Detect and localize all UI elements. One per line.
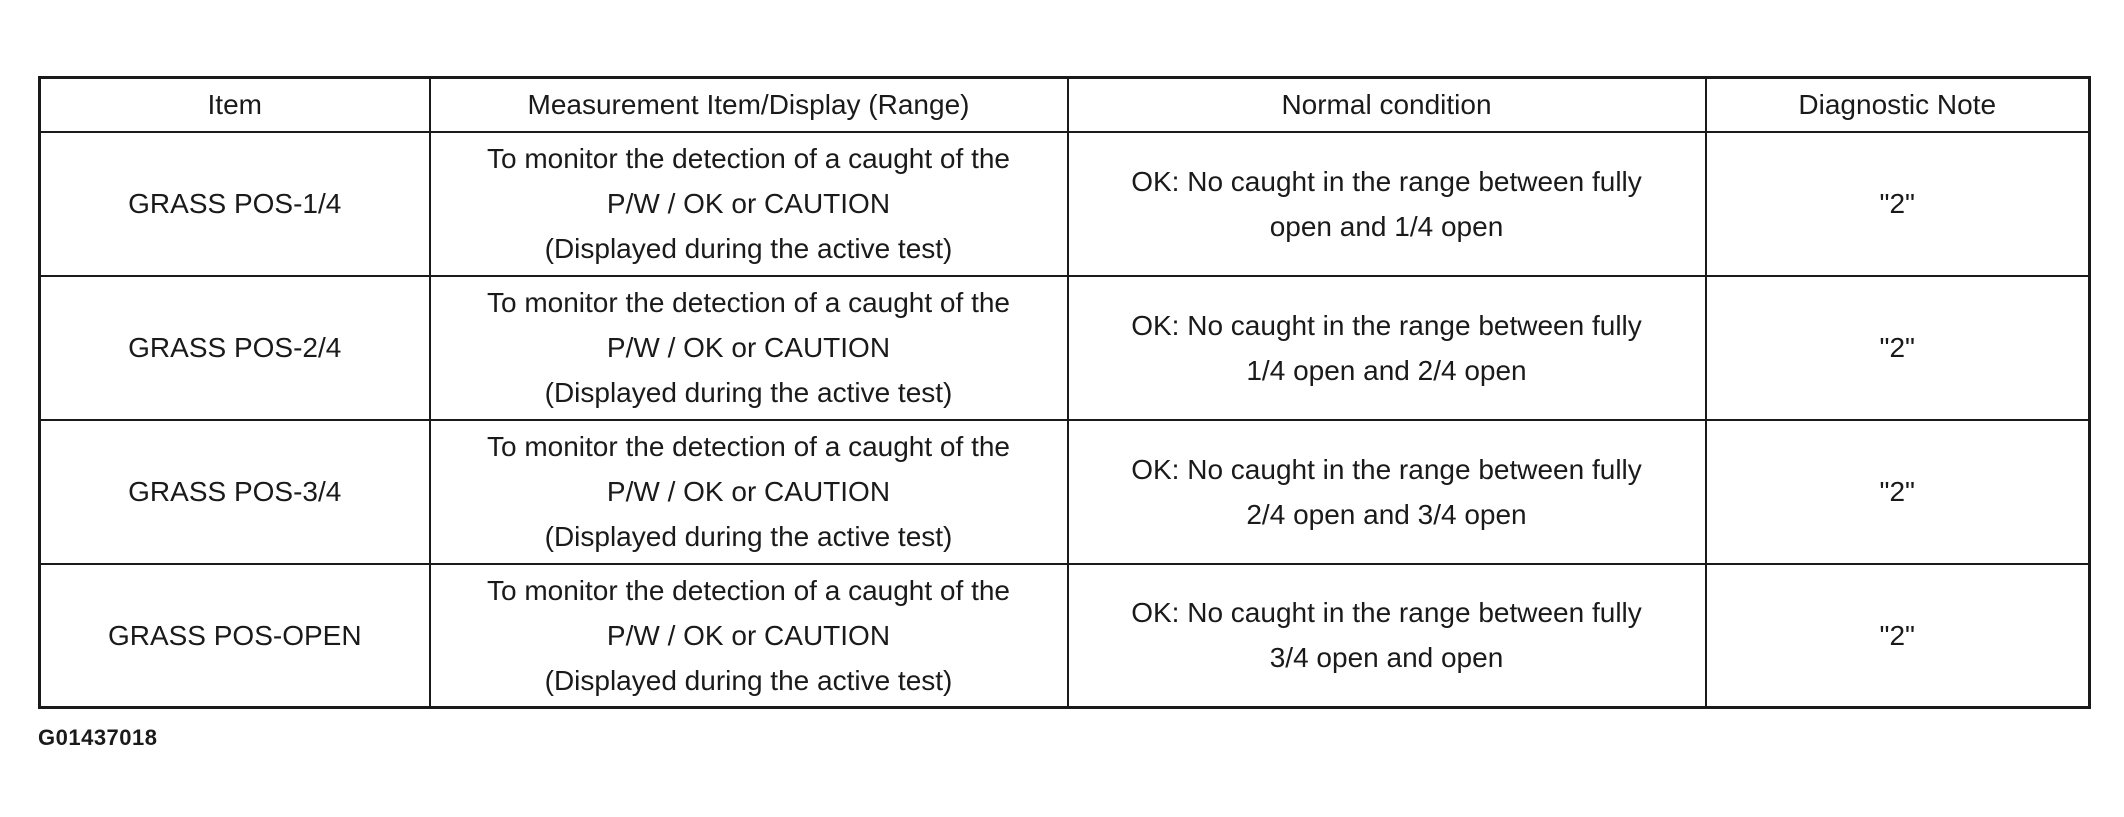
measurement-line: (Displayed during the active test): [544, 377, 953, 408]
normal-line: 3/4 open and open: [1269, 642, 1504, 674]
table-row: [40, 420, 2090, 564]
measurement-line: To monitor the detection of a caught of the: [486, 143, 1010, 174]
measurement-line: (Displayed during the active test): [544, 233, 953, 264]
table-row: [40, 564, 2090, 708]
measurement-line: P/W / OK or CAUTION: [606, 188, 891, 219]
normal-line: 1/4 open and 2/4 open: [1246, 354, 1527, 386]
normal-condition-cell: [1068, 276, 1706, 420]
diagnostic-note-cell: "2": [1706, 564, 2090, 708]
diagnostic-note-cell: "2": [1706, 276, 2090, 420]
measurement-line: (Displayed during the active test): [544, 521, 953, 552]
measurement-cell: [430, 564, 1068, 708]
measurement-line: P/W / OK or CAUTION: [606, 332, 891, 363]
table-row: [40, 276, 2090, 420]
normal-line: OK: No caught in the range between fully: [1131, 453, 1642, 485]
item-cell: GRASS POS-3/4: [40, 420, 430, 564]
header-item: Item: [40, 78, 430, 132]
measurement-cell: [430, 420, 1068, 564]
normal-line: OK: No caught in the range between fully: [1131, 165, 1642, 197]
diagnostic-note-cell: "2": [1706, 132, 2090, 276]
normal-line: 2/4 open and 3/4 open: [1246, 498, 1527, 530]
table-row: [40, 132, 2090, 276]
measurement-line: (Displayed during the active test): [544, 664, 953, 696]
item-cell: GRASS POS-1/4: [40, 132, 430, 276]
normal-line: OK: No caught in the range between fully: [1131, 597, 1642, 629]
item-cell: GRASS POS-OPEN: [40, 564, 430, 708]
measurement-cell: [430, 276, 1068, 420]
figure-id: G01437018: [38, 725, 158, 750]
normal-line: open and 1/4 open: [1269, 210, 1504, 242]
item-cell: GRASS POS-2/4: [40, 276, 430, 420]
normal-line: OK: No caught in the range between fully: [1131, 309, 1642, 341]
header-row: [40, 78, 2090, 132]
measurement-cell: [430, 132, 1068, 276]
header-normal-condition: Normal condition: [1068, 78, 1706, 132]
diagnostic-table: [38, 76, 2091, 709]
diagnostic-note-cell: "2": [1706, 420, 2090, 564]
normal-condition-cell: [1068, 420, 1706, 564]
header-diagnostic-note: Diagnostic Note: [1706, 78, 2090, 132]
measurement-line: To monitor the detection of a caught of the: [486, 574, 1010, 606]
normal-condition-cell: [1068, 132, 1706, 276]
header-measurement: Measurement Item/Display (Range): [430, 78, 1068, 132]
measurement-line: P/W / OK or CAUTION: [606, 619, 891, 651]
measurement-line: To monitor the detection of a caught of the: [486, 287, 1010, 318]
measurement-line: P/W / OK or CAUTION: [606, 476, 891, 507]
measurement-line: To monitor the detection of a caught of the: [486, 431, 1010, 462]
normal-condition-cell: [1068, 564, 1706, 708]
